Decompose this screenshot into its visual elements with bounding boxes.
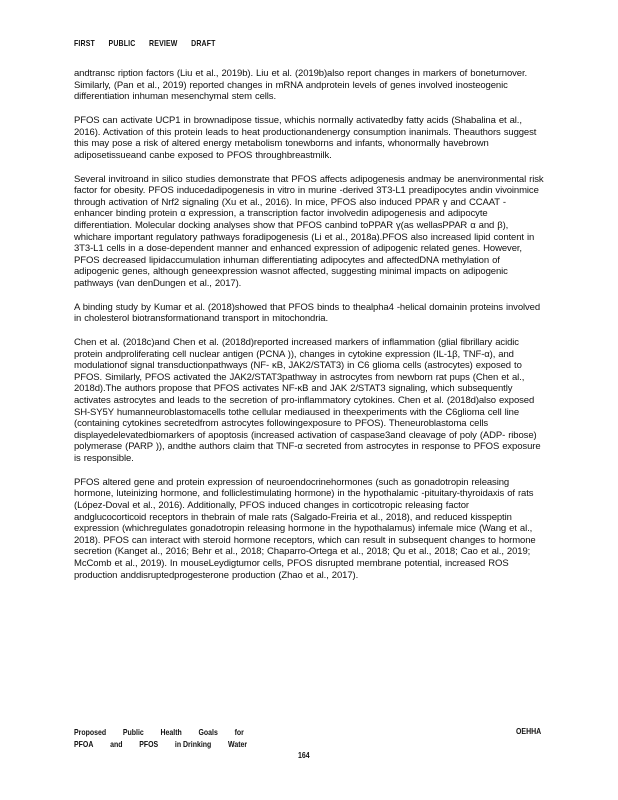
footer-word: for xyxy=(234,727,244,737)
paragraph-inflammation: Chen et al. (2018c)and Chen et al. (2018d)reported increased markers of inflammation (glial fibrillary acidic protein andproliferating cell nuclear antigen (PCNA )), changes in cytokine expression (IL-1β, TNF-α), and modulationof signal transductionpathways (NF- κB, JAK2/STAT3) in C6 glioma cells (astrocytes) exposed to PFOS. Similarly, PFOS activated the JAK2/STAT3pathway in astrocytes from newborn rat pups (Chen et al., 2018d).The authors propose that PFOS activates NF-κB and JAK 2/STAT3 signaling, which subsequently activates astrocytes and leads to the secretion of pro-inflammatory cytokines. Chen et al. (2018d)also exposed SH-SY5Y humanneuroblastomacells tothe cellular mediaused in theexperiments with the C6glioma cell line (containing cytokines secretedfrom astrocytes followingexposure to PFOS). Theneuroblastoma cells displayedelevatedbiomarkers of apoptosis (increased activation of caspase3and cleavage of poly (ADP- ribose) polymerase (PARP )), andthe authors claim that TNF-α secreted from astrocytes in response to PFOS exposure is responsible. xyxy=(74,337,541,464)
paragraph-adipogenesis: Several invitroand in silico studies demonstrate that PFOS affects adipogenesis andmay be anenvironmental risk factor for obesity. PFOS inducedadipogenesis in vitro in murine -derived 3T3-L1 preadipocytes andin vivoinmice through activation of Nrf2 signaling (Xu et al., 2016). In mice, PFOS also induced PPAR γ and CCAAT -enhancer binding protein α expression, a transcription factor involvedin adipogenesis and adipocyte differentiation. Molecular docking analyses show that PFOS canbind toPPAR γ(as wellasPPAR α and β), whichare important regulatory pathways foradipogenesis (Li et al., 2018a).PFOS also increased lipid content in 3T3-L1 cells in a dose-dependent manner and enhanced expression of adipogenic related genes. However, PFOS decreased lipidaccumulation inhuman differentiating adipocytes and affectedDNA methylation of adipogenic genes, although geneexpression wasnot affected, suggesting minimal impacts on adipogenic pathways (van denDungen et al., 2017). xyxy=(74,173,544,289)
paragraph-neuroendocrine: PFOS altered gene and protein expression of neuroendocrinehormones (such as gonadotropin releasing hormone, luteinizing hormone, and folliclestimulating hormone) in the hypothalamic -pituitary-thyroidaxis of rats (López-Doval et al., 2016). Additionally, PFOS induced changes in corticotropic releasing factor andglucocorticoid receptors in thebrain of male rats (Salgado-Freiria et al., 2018), and reduced kisspeptin expression (whichregulates gonadotropin releasing hormone in the hypothalamus) infemale mice (Wang et al., 2018). PFOS can interact with steroid hormone receptors, which can result in subsequent changes to hormone secretion (Kanget al., 2016; Behr et al., 2018; Chaparro-Ortega et al., 2018; Qu et al., 2018; Cao et al., 2019; McComb et al., 2019). In mouseLeydigtumor cells, PFOS disrupted membrane potential, increased ROS production anddisruptedprogesterone production (Zhao et al., 2017). xyxy=(74,476,536,581)
draft-header xyxy=(74,38,227,48)
document-body xyxy=(74,68,544,593)
footer-line-1 xyxy=(74,726,459,738)
header-word: DRAFT xyxy=(191,38,216,48)
paragraph-bone-markers: andtransc ription factors (Liu et al., 2019b). Liu et al. (2019b)also report changes in markers of boneturnover. Similarly, (Pan et al., 2019) reported changes in mRNA andprotein levels of genes involved inosteogenic differentiation inhuman mesenchymal stem cells. xyxy=(74,68,528,103)
footer-word: in Drinking xyxy=(174,739,212,749)
footer-title xyxy=(74,726,459,750)
footer-word: Water xyxy=(227,739,248,749)
footer-agency: OEHHA xyxy=(516,726,542,736)
header-word: PUBLIC xyxy=(108,38,136,48)
footer-word: Health xyxy=(160,727,182,737)
footer-line-2 xyxy=(74,738,459,750)
footer-word: PFOA xyxy=(74,739,94,749)
footer-word: Proposed xyxy=(74,727,107,737)
paragraph-binding-study: A binding study by Kumar et al. (2018)showed that PFOS binds to thealpha4 -helical domainin proteins involved in cholesterol biotransformationand transport in mitochondria. xyxy=(74,301,541,325)
footer-word: Public xyxy=(122,727,144,737)
footer-word: and xyxy=(110,739,123,749)
header-word: REVIEW xyxy=(149,38,178,48)
footer-word: Goals xyxy=(198,727,218,737)
paragraph-ucp1: PFOS can activate UCP1 in brownadipose tissue, whichis normally activatedby fatty acids (Shabalina et al., 2016). Activation of this protein leads to heat productionandenergy consumption inanimals. Theauthors suggest this may pose a risk of altered energy metabolism tonewborns and infants, whonormally havebrown adiposetissueand canbe exposed to PFOS throughbreastmilk. xyxy=(74,114,537,161)
header-word: FIRST xyxy=(74,38,95,48)
footer-word: PFOS xyxy=(139,739,159,749)
page-number: 164 xyxy=(298,750,310,760)
